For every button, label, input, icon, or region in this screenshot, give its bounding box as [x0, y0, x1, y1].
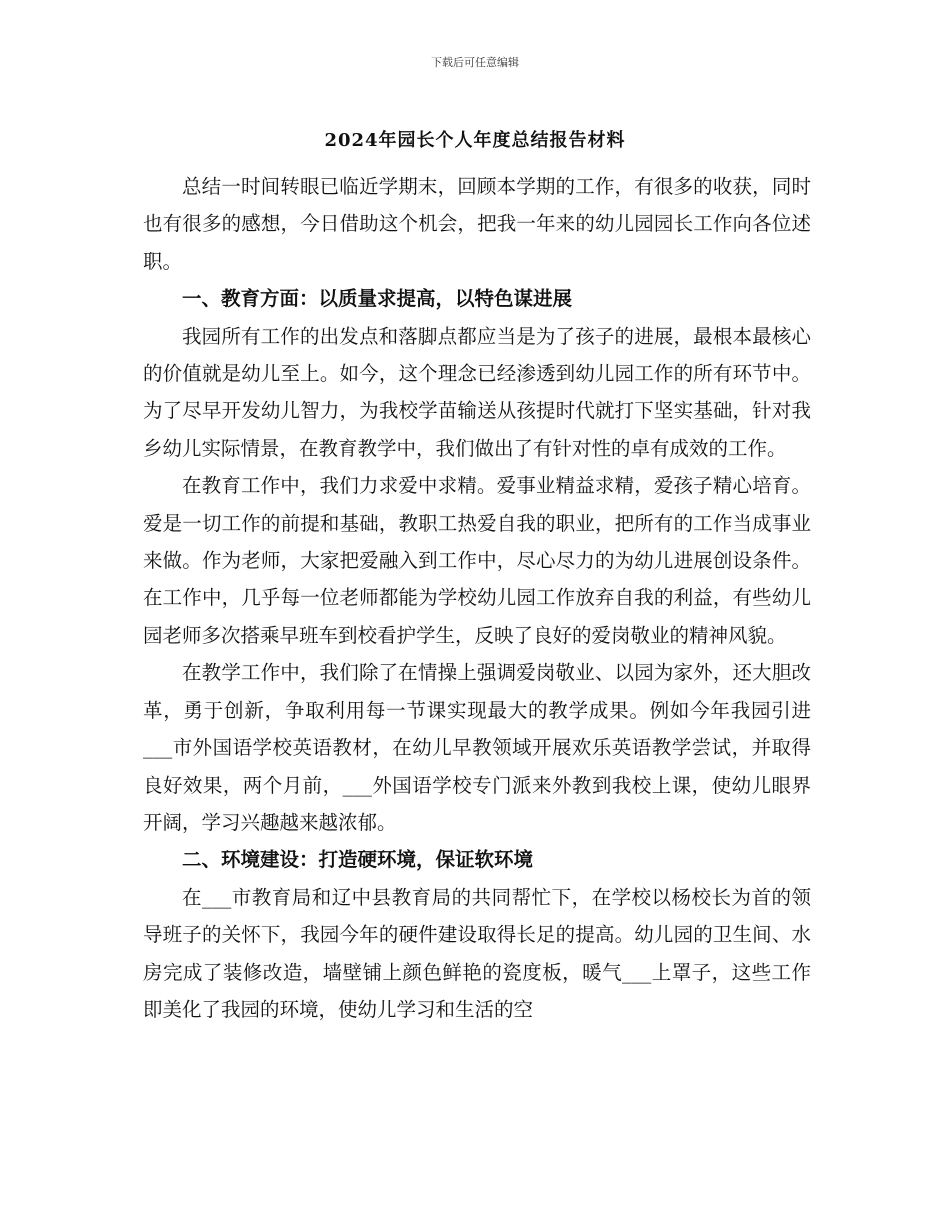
paragraph-environment-1: 在___市教育局和辽中县教育局的共同帮忙下，在学校以杨校长为首的领导班子的关怀下，我园今年的硬件建设取得长足的提高。幼儿园的卫生间、水房完成了装修改造，墙壁铺上颜色鲜艳的瓷度板，暖气___上罩子，这些工作即美化了我园的环境，使幼儿学习和生活的空 [143, 885, 811, 1021]
paragraph-education-1: 我园所有工作的出发点和落脚点都应当是为了孩子的进展，最根本最核心的价值就是幼儿至上。如今，这个理念已经渗透到幼儿园工作的所有环节中。为了尽早开发幼儿智力，为我校学苗输送从孩提时代就打下坚实基础，针对我乡幼儿实际情景，在教育教学中，我们做出了有针对性的卓有成效的工作。 [143, 324, 811, 460]
section-heading-environment: 二、环境建设：打造硬环境，保证软环境 [182, 848, 534, 872]
header-note: 下载后可任意编辑 [431, 56, 519, 69]
document-title: 2024年园长个人年度总结报告材料 [324, 130, 626, 151]
document-body [143, 168, 811, 1028]
paragraph-education-2: 在教育工作中，我们力求爱中求精。爱事业精益求精，爱孩子精心培育。爱是一切工作的前提和基础，教职工热爱自我的职业，把所有的工作当成事业来做。作为老师，大家把爱融入到工作中，尽心尽力的为幼儿进展创设条件。在工作中，几乎每一位老师都能为学校幼儿园工作放弃自我的利益，有些幼儿园老师多次搭乘早班车到校看护学生，反映了良好的爱岗敬业的精神风貌。 [143, 474, 811, 647]
paragraph-intro: 总结一时间转眼已临近学期末，回顾本学期的工作，有很多的收获，同时也有很多的感想，今日借助这个机会，把我一年来的幼儿园园长工作向各位述职。 [143, 175, 811, 273]
paragraph-education-3: 在教学工作中，我们除了在情操上强调爱岗敬业、以园为家外，还大胆改革，勇于创新，争取利用每一节课实现最大的教学成果。例如今年我园引进___市外国语学校英语教材，在幼儿早教领域开展欢乐英语教学尝试，并取得良好效果，两个月前，___外国语学校专门派来外教到我校上课，使幼儿眼界开阔，学习兴趣越来越浓郁。 [143, 661, 811, 834]
section-heading-education: 一、教育方面：以质量求提高，以特色谋进展 [182, 287, 573, 311]
